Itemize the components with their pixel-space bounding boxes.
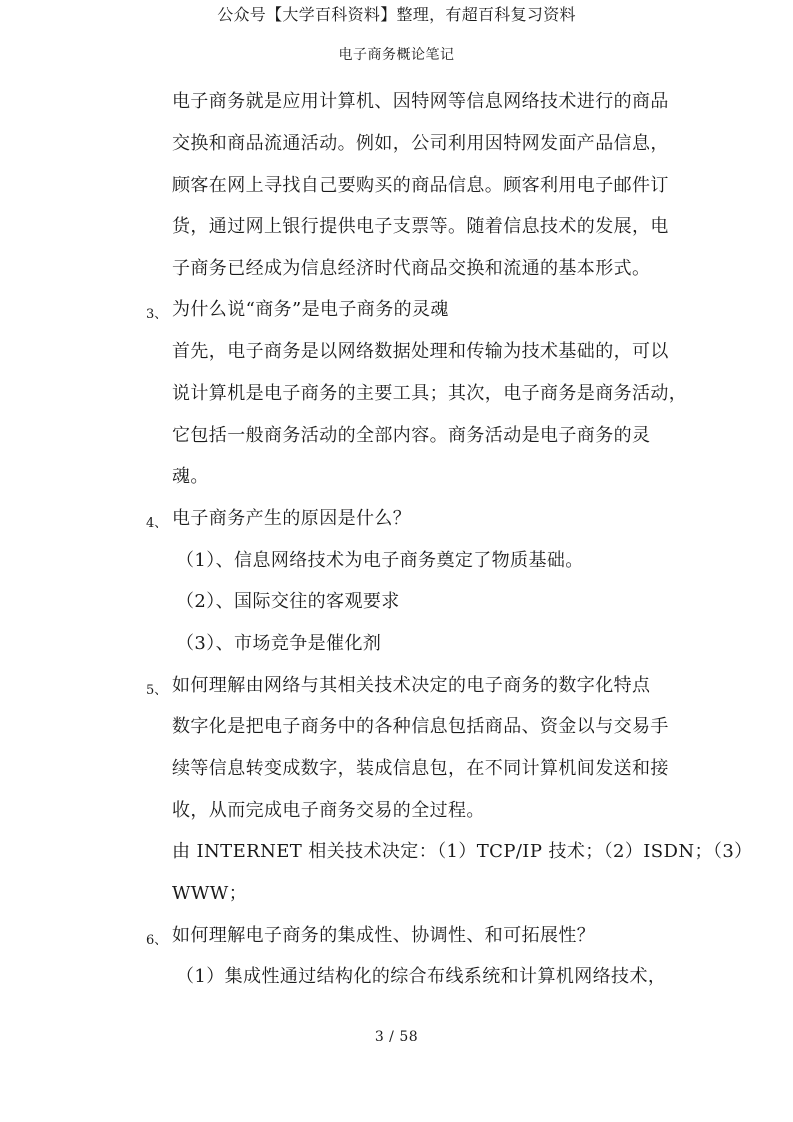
question-number: 3、 — [146, 307, 168, 322]
question-number: 5、 — [146, 683, 168, 698]
intro-line: 顾客在网上寻找自己要购买的商品信息。顾客利用电子邮件订 — [172, 175, 669, 196]
question-title: 如何理解由网络与其相关技术决定的电子商务的数字化特点 — [172, 675, 651, 696]
list-item: （3）、市场竞争是催化剂 — [176, 633, 382, 654]
answer-line: 续等信息转变成数字，装成信息包，在不同计算机间发送和接 — [172, 758, 669, 779]
list-item: （2）、国际交往的客观要求 — [176, 591, 400, 612]
header-title: 公众号【大学百科资料】整理，有超百科复习资料 — [217, 5, 576, 24]
list-item: （1）集成性通过结构化的综合布线系统和计算机网络技术， — [176, 966, 667, 987]
question-title: 电子商务产生的原因是什么？ — [172, 508, 412, 529]
question-title: 为什么说“商务”是电子商务的灵魂 — [172, 299, 449, 320]
answer-line: 收，从而完成电子商务交易的全过程。 — [172, 800, 485, 821]
intro-line: 子商务已经成为信息经济时代商品交换和流通的基本形式。 — [172, 258, 651, 279]
question-number: 6、 — [146, 933, 168, 948]
answer-line: WWW； — [172, 883, 248, 904]
intro-line: 电子商务就是应用计算机、因特网等信息网络技术进行的商品 — [172, 91, 669, 112]
header-subtitle: 电子商务概论笔记 — [338, 47, 455, 63]
answer-line: 它包括一般商务活动的全部内容。商务活动是电子商务的灵 — [172, 425, 651, 446]
answer-line: 由 INTERNET 相关技术决定：（1）TCP/IP 技术；（2）ISDN；（3） — [172, 841, 753, 862]
question-number: 4、 — [146, 516, 168, 531]
answer-line: 魂。 — [172, 466, 209, 487]
intro-line: 交换和商品流通活动。例如，公司利用因特网发面产品信息， — [172, 133, 669, 154]
answer-line: 首先，电子商务是以网络数据处理和传输为技术基础的，可以 — [172, 341, 669, 362]
page-number: 3 / 58 — [374, 1029, 419, 1045]
answer-line: 说计算机是电子商务的主要工具；其次，电子商务是商务活动， — [172, 383, 688, 404]
question-title: 如何理解电子商务的集成性、协调性、和可拓展性？ — [172, 925, 596, 946]
answer-line: 数字化是把电子商务中的各种信息包括商品、资金以与交易手 — [172, 716, 669, 737]
list-item: （1）、信息网络技术为电子商务奠定了物质基础。 — [176, 550, 584, 571]
intro-line: 货，通过网上银行提供电子支票等。随着信息技术的发展，电 — [172, 216, 669, 237]
